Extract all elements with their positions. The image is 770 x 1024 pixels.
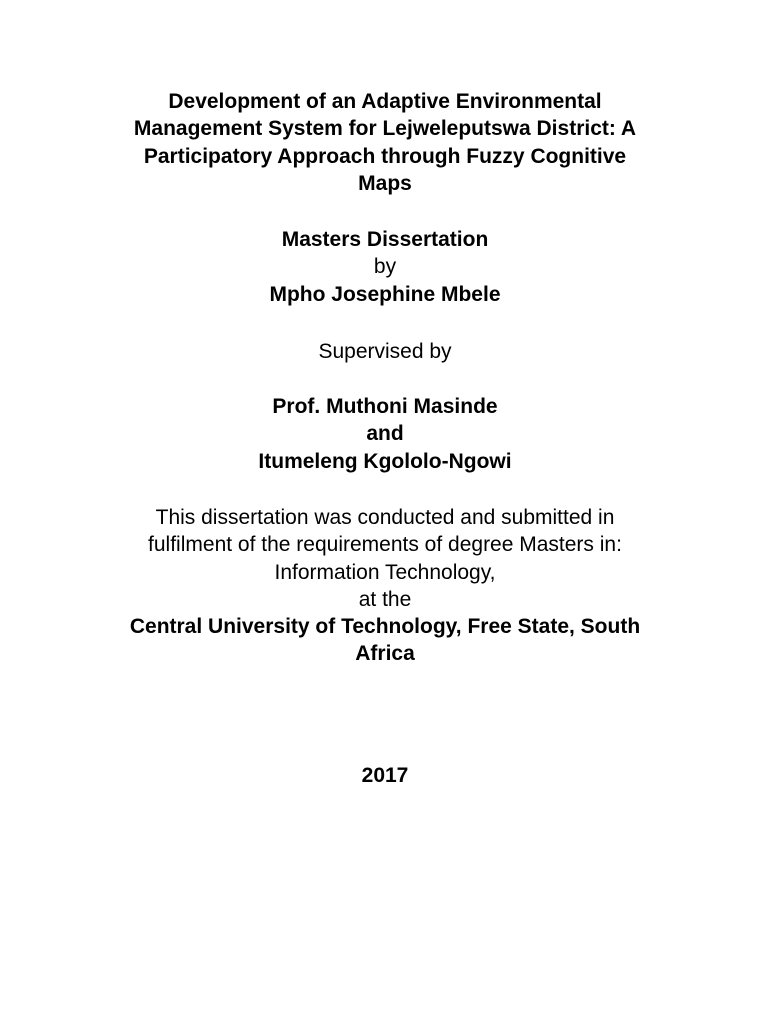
title-line: Development of an Adaptive Environmental bbox=[168, 90, 602, 113]
by-label: by bbox=[373, 255, 397, 279]
institution-line: Central University of Technology, Free State, South bbox=[129, 615, 641, 639]
dissertation-title bbox=[90, 88, 680, 197]
supervised-section bbox=[90, 338, 680, 365]
title-line: Participatory Approach through Fuzzy Cognitive bbox=[143, 144, 627, 168]
supervised-by-label: Supervised by bbox=[318, 340, 452, 363]
institution-line: Africa bbox=[355, 642, 415, 666]
supervisor-name: Itumeleng Kgololo-Ngowi bbox=[258, 449, 512, 473]
supervisor-name: Prof. Muthoni Masinde bbox=[272, 395, 498, 418]
title-line: Maps bbox=[358, 171, 412, 195]
supervisor-conjunction: and bbox=[366, 422, 404, 446]
statement-line: This dissertation was conducted and submitted in bbox=[155, 506, 615, 529]
author-name: Mpho Josephine Mbele bbox=[269, 282, 501, 306]
submission-statement bbox=[60, 504, 710, 668]
title-line: Management System for Lejweleputswa District: A bbox=[133, 117, 637, 141]
statement-line: fulfilment of the requirements of degree Masters in: bbox=[148, 533, 622, 557]
submission-year: 2017 bbox=[361, 764, 409, 787]
document-type-section bbox=[90, 226, 680, 308]
statement-line: Information Technology, bbox=[274, 560, 496, 584]
statement-line: at the bbox=[358, 587, 412, 611]
submission-year-section bbox=[90, 762, 680, 789]
supervisors-section bbox=[90, 393, 680, 475]
document-type: Masters Dissertation bbox=[281, 228, 489, 251]
